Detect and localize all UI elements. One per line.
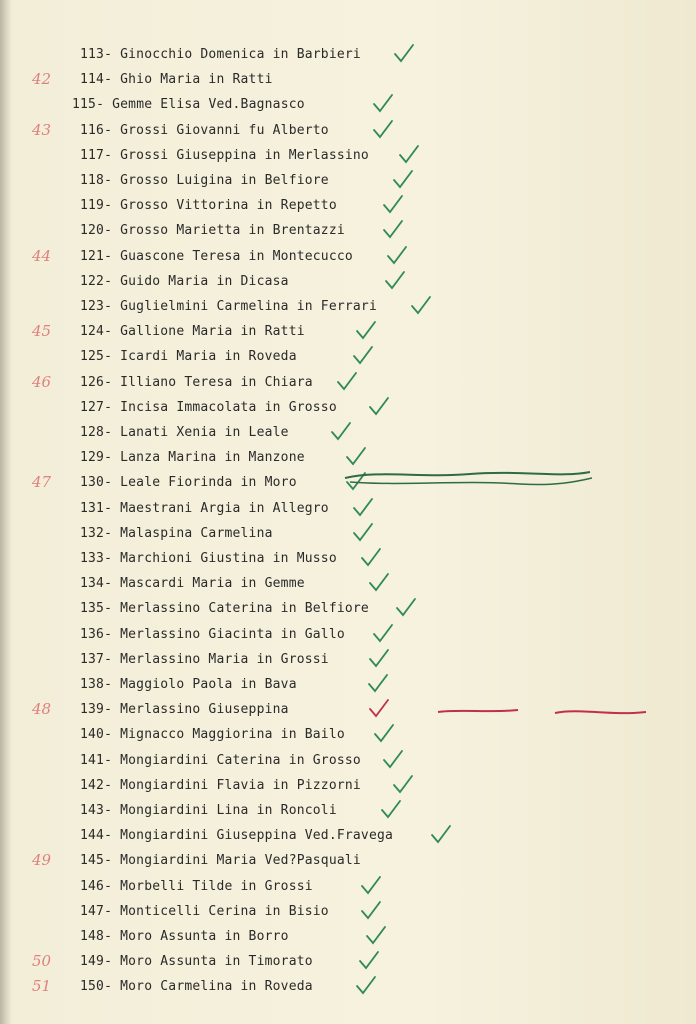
list-item — [0, 72, 696, 97]
check-mark-icon — [382, 194, 404, 216]
check-mark-icon — [373, 723, 395, 745]
check-mark-icon — [368, 572, 390, 594]
entry-text: 118- Grosso Luigina in Belfiore — [80, 173, 329, 188]
entry-text: 124- Gallione Maria in Ratti — [80, 324, 305, 340]
check-mark-icon — [393, 43, 415, 65]
entry-text: 128- Lanati Xenia in Leale — [80, 425, 289, 440]
entry-text: 138- Maggiolo Paola in Bava — [80, 677, 297, 692]
check-mark-icon — [355, 320, 377, 342]
check-mark-icon — [352, 345, 374, 367]
entry-text: 142- Mongiardini Flavia in Pizzorni — [80, 777, 361, 793]
list-item — [0, 97, 696, 122]
entry-text: 141- Mongiardini Caterina in Grosso — [80, 752, 361, 768]
margin-number: 46 — [32, 372, 52, 391]
entry-text: 125- Icardi Maria in Roveda — [80, 349, 297, 365]
entry-text: 135- Merlassino Caterina in Belfiore — [80, 601, 369, 617]
check-mark-icon — [360, 900, 382, 922]
list-item — [0, 299, 696, 324]
check-mark-icon — [395, 597, 417, 619]
list-item — [0, 979, 696, 1004]
list-item — [0, 601, 696, 626]
list-item — [0, 904, 696, 929]
check-mark-icon — [345, 471, 367, 493]
check-mark-icon — [398, 144, 420, 166]
list-item — [0, 148, 696, 173]
list-item — [0, 803, 696, 828]
list-item — [0, 652, 696, 677]
check-mark-icon — [380, 799, 402, 821]
margin-number: 49 — [32, 851, 52, 870]
check-mark-icon — [386, 245, 408, 267]
check-mark-icon — [358, 950, 380, 972]
check-mark-icon — [372, 623, 394, 645]
entry-text: 116- Grossi Giovanni fu Alberto — [80, 122, 329, 138]
check-mark-icon — [392, 169, 414, 191]
margin-number: 48 — [32, 700, 52, 719]
entry-text: 114- Ghio Maria in Ratti — [80, 72, 273, 88]
entry-text: 132- Malaspina Carmelina — [80, 525, 273, 541]
entry-text: 131- Maestrani Argia in Allegro — [80, 500, 329, 516]
entry-text: 143- Mongiardini Lina in Roncoli — [80, 803, 337, 818]
list-item — [0, 853, 696, 878]
entry-text: 145- Mongiardini Maria Ved?Pasquali — [80, 853, 361, 869]
list-item — [0, 778, 696, 803]
margin-number: 51 — [32, 977, 52, 996]
list-item — [0, 551, 696, 576]
entry-text: 146- Morbelli Tilde in Grossi — [80, 878, 313, 894]
list-item — [0, 223, 696, 248]
entry-text: 136- Merlassino Giacinta in Gallo — [80, 626, 345, 642]
entry-text: 120- Grosso Marietta in Brentazzi — [80, 223, 345, 239]
check-mark-icon — [352, 522, 374, 544]
list-item — [0, 929, 696, 954]
list-item — [0, 120, 696, 148]
list-item — [0, 576, 696, 601]
entry-text: 129- Lanza Marina in Manzone — [80, 450, 305, 466]
list-item — [0, 677, 696, 702]
list-item — [0, 198, 696, 223]
entry-text: 148- Moro Assunta in Borro — [80, 929, 289, 944]
check-mark-icon — [360, 547, 382, 569]
check-mark-icon — [392, 774, 414, 796]
entry-text: 139- Merlassino Giuseppina — [80, 702, 289, 718]
list-item — [0, 372, 696, 400]
entry-text: 122- Guido Maria in Dicasa — [80, 273, 289, 289]
entry-text: 123- Guglielmini Carmelina in Ferrari — [80, 299, 377, 314]
entry-text: 133- Marchioni Giustina in Musso — [80, 551, 337, 566]
check-mark-icon — [382, 749, 404, 771]
entry-text: 134- Mascardi Maria in Gemme — [80, 576, 305, 592]
list-item — [0, 753, 696, 778]
margin-number: 42 — [32, 70, 52, 89]
margin-number: 47 — [32, 473, 52, 492]
check-mark-icon — [410, 295, 432, 317]
list-item — [0, 475, 696, 500]
list-item — [0, 526, 696, 551]
check-mark-icon — [336, 371, 358, 393]
margin-number: 45 — [32, 322, 52, 341]
check-mark-icon — [330, 421, 352, 443]
list-item — [0, 274, 696, 299]
list-item — [0, 324, 696, 349]
entry-text: 126- Illiano Teresa in Chiara — [80, 374, 313, 390]
check-mark-icon — [368, 396, 390, 418]
check-mark-icon — [368, 698, 390, 720]
entry-text: 121- Guascone Teresa in Montecucco — [80, 248, 353, 264]
check-mark-icon — [367, 673, 389, 695]
list-item — [0, 246, 696, 274]
margin-number: 44 — [32, 246, 52, 265]
list-item — [0, 47, 696, 72]
check-mark-icon — [360, 875, 382, 897]
entry-text: 119- Grosso Vittorina in Repetto — [80, 198, 337, 214]
list-item — [0, 501, 696, 526]
list-item — [0, 727, 696, 752]
entry-text: 149- Moro Assunta in Timorato — [80, 954, 313, 970]
list-item — [0, 828, 696, 853]
entry-text: 144- Mongiardini Giuseppina Ved.Fravega — [80, 828, 394, 844]
entry-text: 117- Grossi Giuseppina in Merlassino — [80, 147, 369, 163]
check-mark-icon — [355, 975, 377, 997]
entry-text: 137- Merlassino Maria in Grossi — [80, 651, 329, 667]
check-mark-icon — [384, 270, 406, 292]
entry-text: 113- Ginocchio Domenica in Barbieri — [80, 47, 361, 62]
check-mark-icon — [372, 93, 394, 115]
entry-text: 115- Gemme Elisa Ved.Bagnasco — [72, 97, 305, 113]
check-mark-icon — [372, 119, 394, 141]
margin-number: 43 — [32, 120, 52, 139]
check-mark-icon — [382, 219, 404, 241]
list-item — [0, 702, 696, 727]
entry-text: 150- Moro Carmelina in Roveda — [80, 979, 313, 995]
check-mark-icon — [345, 446, 367, 468]
entry-text: 140- Mignacco Maggiorina in Bailo — [80, 727, 345, 743]
list-item — [0, 627, 696, 652]
entry-text: 130- Leale Fiorinda in Moro — [80, 475, 297, 491]
check-mark-icon — [368, 648, 390, 670]
check-mark-icon — [430, 824, 452, 846]
list-item — [0, 879, 696, 904]
check-mark-icon — [352, 497, 374, 519]
entry-text: 127- Incisa Immacolata in Grosso — [80, 399, 337, 415]
check-mark-icon — [365, 925, 387, 947]
entry-text: 147- Monticelli Cerina in Bisio — [80, 903, 329, 919]
list-item — [0, 954, 696, 979]
margin-number: 50 — [32, 952, 52, 971]
list-item — [0, 173, 696, 198]
